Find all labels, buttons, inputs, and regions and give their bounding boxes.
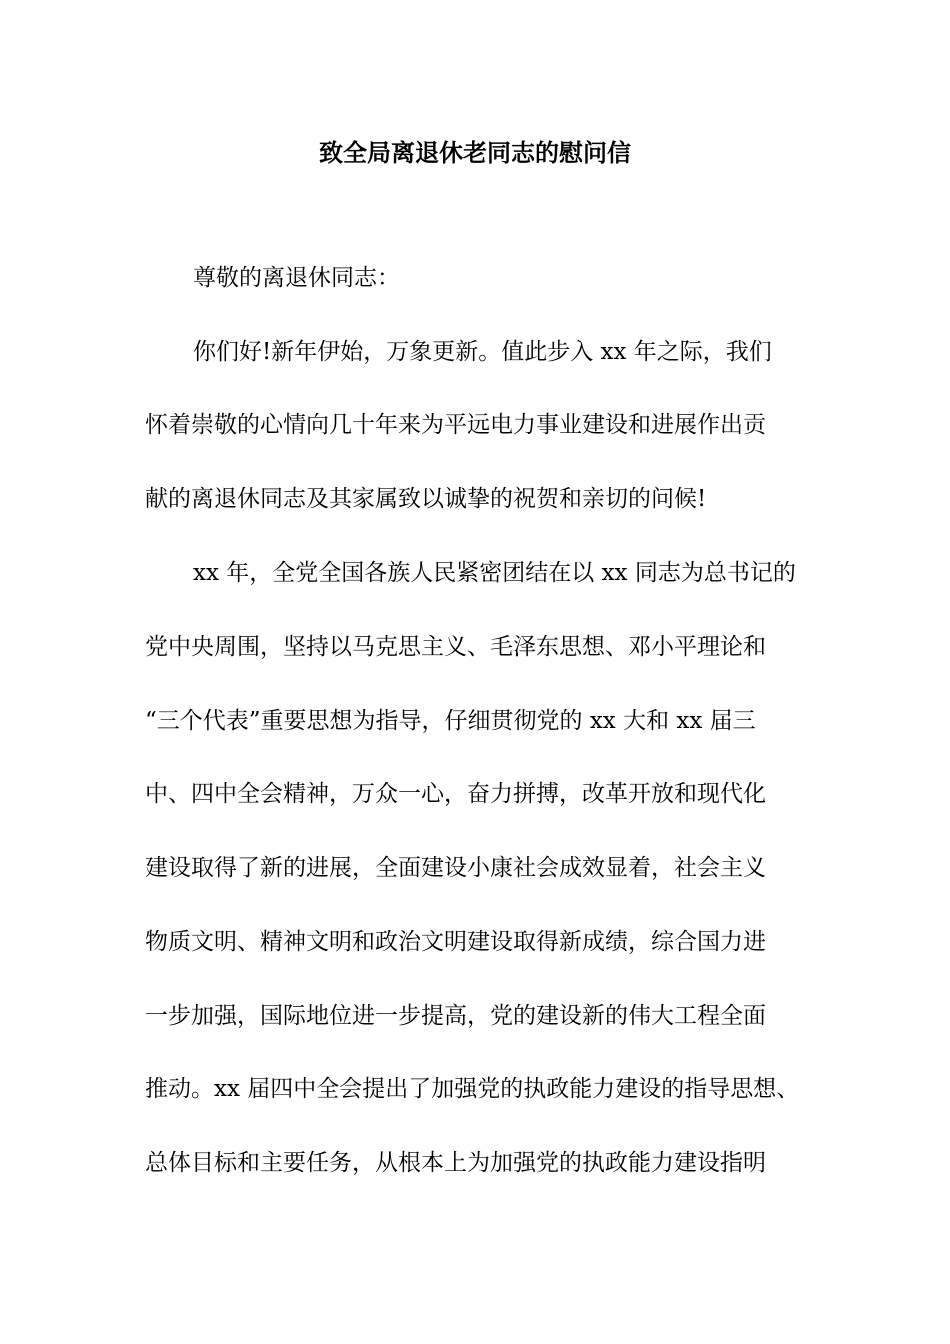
salutation: 尊敬的离退休同志：	[193, 265, 400, 291]
body-line: 一步加强，国际地位进一步提高，党的建设新的伟大工程全面	[145, 1003, 766, 1029]
body-line: 中、四中全会精神，万众一心，奋力拼搏，改革开放和现代化	[145, 781, 766, 807]
body-line: 你们好!新年伊始，万象更新。值此步入 xx 年之际，我们	[193, 339, 772, 365]
body-line: 总体目标和主要任务，从根本上为加强党的执政能力建设指明	[145, 1150, 766, 1176]
document-title: 致全局离退休老同志的慰问信	[319, 138, 631, 167]
body-line: 献的离退休同志及其家属致以诚挚的祝贺和亲切的问候!	[145, 486, 707, 512]
body-line: 推动。xx 届四中全会提出了加强党的执政能力建设的指导思想、	[145, 1076, 800, 1102]
body-line: xx 年，全党全国各族人民紧密团结在以 xx 同志为总书记的	[193, 560, 796, 586]
body-line: 怀着崇敬的心情向几十年来为平远电力事业建设和进展作出贡	[145, 412, 766, 438]
body-line: 党中央周围，坚持以马克思主义、毛泽东思想、邓小平理论和	[145, 634, 766, 660]
body-line: 建设取得了新的进展，全面建设小康社会成效显着，社会主义	[145, 855, 766, 881]
body-line: 物质文明、精神文明和政治文明建设取得新成绩，综合国力进	[145, 929, 766, 955]
body-line: “三个代表”重要思想为指导，仔细贯彻党的 xx 大和 xx 届三	[145, 708, 756, 734]
